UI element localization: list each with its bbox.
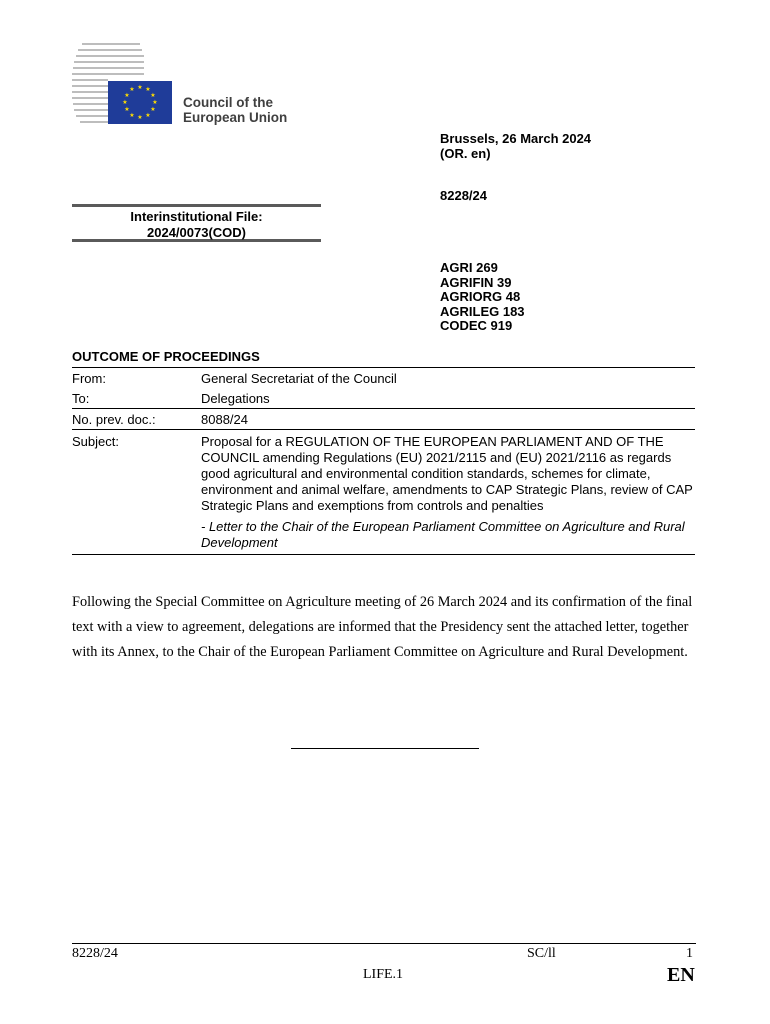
prev-doc-row <box>72 408 695 429</box>
svg-text:★: ★ <box>150 92 156 99</box>
interinstitutional-file <box>72 204 321 242</box>
subject-code: AGRIORG 48 <box>440 289 521 304</box>
prev-doc-label: No. prev. doc.: <box>72 412 156 427</box>
separator-line <box>291 748 479 749</box>
interinstitutional-number: 2024/0073(COD) <box>147 225 246 240</box>
doc-number: 8228/24 <box>440 188 487 203</box>
svg-text:★: ★ <box>124 92 130 99</box>
place-date-block <box>440 132 591 161</box>
council-logo-icon <box>72 40 182 128</box>
to-row <box>72 388 695 408</box>
svg-text:★: ★ <box>152 99 158 106</box>
subject-value: Proposal for a REGULATION OF THE EUROPEAN PARLIAMENT AND OF THE COUNCIL amending Regulations (EU) 2021/2115 and (EU) 2021/2116 as regards good agricultural and environmental condition standards, schemes for climate, environment and animal welfare, amendments to CAP Strategic Plans, review of CAP Strategic Plans and exemptions from controls and penalties <box>201 434 693 513</box>
subject-code: AGRILEG 183 <box>440 303 525 319</box>
proceedings-table <box>72 367 695 555</box>
subject-code: AGRI 269 <box>440 260 498 275</box>
footer-page-number: 1 <box>686 946 693 961</box>
prev-doc-value: 8088/24 <box>201 412 248 427</box>
svg-text:★: ★ <box>145 112 151 119</box>
place-date: Brussels, 26 March 2024 <box>440 131 592 146</box>
footer-directorate: LIFE.1 <box>363 967 404 982</box>
subject-codes <box>440 261 525 334</box>
svg-text:★: ★ <box>122 99 128 106</box>
subject-label: Subject: <box>72 434 119 449</box>
svg-text:★: ★ <box>129 112 135 119</box>
from-label: From: <box>72 371 106 386</box>
council-logo <box>72 40 182 128</box>
subject-row <box>72 429 695 555</box>
original-language: (OR. en) <box>440 145 491 161</box>
subject-note: - Letter to the Chair of the European Parliament Committee on Agriculture and Rural Development <box>201 519 685 550</box>
svg-text:★: ★ <box>145 86 151 93</box>
svg-text:★: ★ <box>124 106 130 113</box>
svg-text:★: ★ <box>150 106 156 113</box>
from-value: General Secretariat of the Council <box>201 371 397 386</box>
body-paragraph: Following the Special Committee on Agriculture meeting of 26 March 2024 and its confirmation of the final text with a view to agreement, delegations are informed that the Presidency sent the attached letter, together with its Annex, to the Chair of the European Parliament Committee on Agriculture and Rural Development. <box>72 594 693 660</box>
from-row <box>72 367 695 388</box>
footer-language: EN <box>667 964 695 986</box>
svg-text:★: ★ <box>137 84 143 91</box>
org-name-line1: Council of the <box>183 95 273 110</box>
org-name-line2: European Union <box>183 110 288 125</box>
svg-text:★: ★ <box>137 114 143 121</box>
subject-code: CODEC 919 <box>440 318 513 333</box>
svg-text:★: ★ <box>129 86 135 93</box>
subject-cell <box>201 434 695 551</box>
footer-rule <box>72 943 696 944</box>
to-value: Delegations <box>201 391 270 406</box>
organisation-name <box>183 95 287 125</box>
footer-initials: SC/ll <box>527 946 556 961</box>
to-label: To: <box>72 391 90 406</box>
subject-code: AGRIFIN 39 <box>440 274 512 290</box>
outcome-title: OUTCOME OF PROCEEDINGS <box>72 349 260 364</box>
interinstitutional-label: Interinstitutional File: <box>130 209 263 224</box>
footer-doc-number: 8228/24 <box>72 946 118 961</box>
